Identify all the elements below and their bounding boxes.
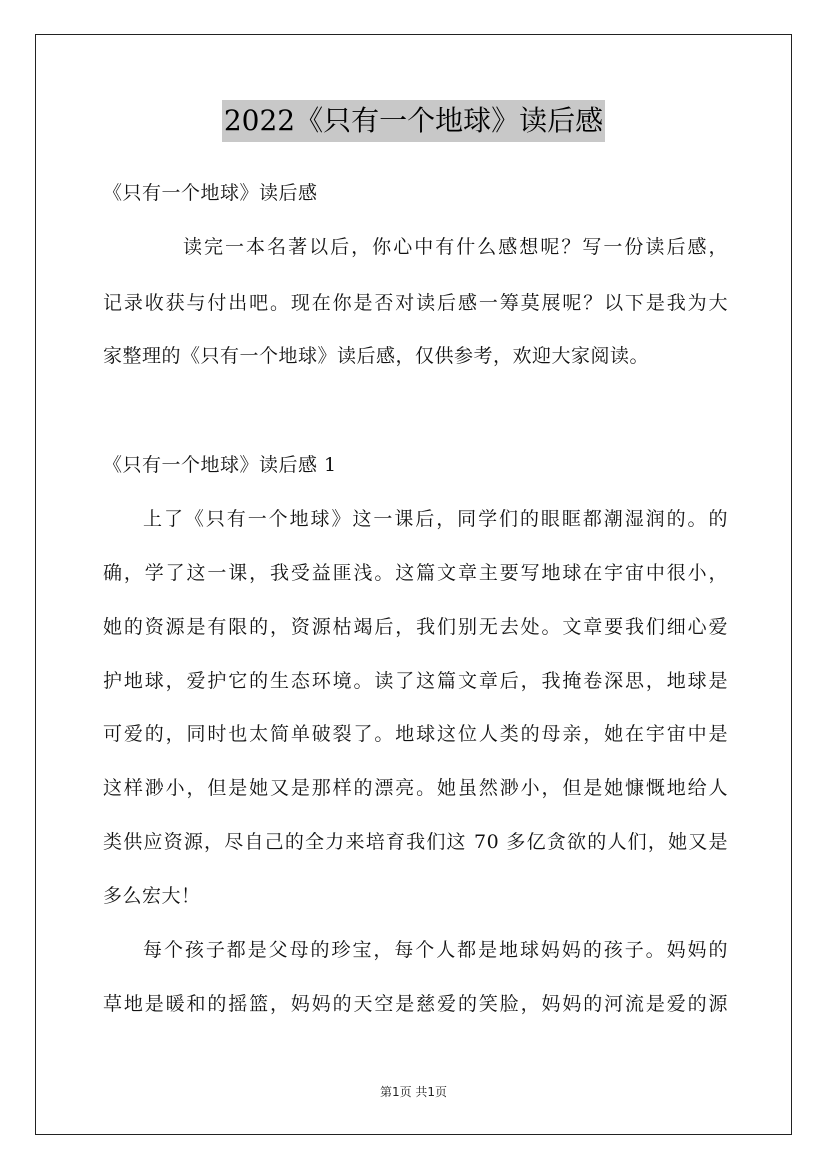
paragraph1-line-7: 类供应资源，尽自己的全力来培育我们这 70 多亿贪欲的人们，她又是: [103, 831, 728, 853]
intro-line-2: 记录收获与付出吧。现在你是否对读后感一筹莫展呢？以下是我为大: [103, 292, 728, 314]
paragraph1-line-6: 这样渺小，但是她又是那样的漂亮。她虽然渺小，但是她慷慨地给人: [103, 777, 728, 799]
paragraph1-line-3: 她的资源是有限的，资源枯竭后，我们别无去处。文章要我们细心爱: [103, 616, 728, 638]
intro-line-1: 读完一本名著以后，你心中有什么感想呢？写一份读后感，: [183, 236, 728, 258]
document-subtitle: 《只有一个地球》读后感: [103, 182, 318, 204]
section-heading: 《只有一个地球》读后感 1: [103, 454, 337, 476]
paragraph2-line-2: 草地是暖和的摇篮，妈妈的天空是慈爱的笑脸，妈妈的河流是爱的源: [103, 993, 728, 1015]
intro-line-3: 家整理的《只有一个地球》读后感，仅供参考，欢迎大家阅读。: [103, 345, 650, 367]
title-wrap: [0, 100, 827, 142]
paragraph1-line-1: 上了《只有一个地球》这一课后，同学们的眼眶都潮湿润的。的: [143, 508, 728, 530]
document-title: 2022《只有一个地球》读后感: [222, 100, 605, 142]
page-footer: 第1页 共1页: [379, 1085, 448, 1099]
paragraph1-line-2: 确，学了这一课，我受益匪浅。这篇文章主要写地球在宇宙中很小，: [103, 562, 728, 584]
paragraph1-line-8: 多么宏大！: [103, 885, 201, 907]
paragraph1-line-4: 护地球，爱护它的生态环境。读了这篇文章后，我掩卷深思，地球是: [103, 670, 728, 692]
paragraph1-line-5: 可爱的，同时也太简单破裂了。地球这位人类的母亲，她在宇宙中是: [103, 723, 728, 745]
paragraph2-line-1: 每个孩子都是父母的珍宝，每个人都是地球妈妈的孩子。妈妈的: [143, 939, 728, 961]
